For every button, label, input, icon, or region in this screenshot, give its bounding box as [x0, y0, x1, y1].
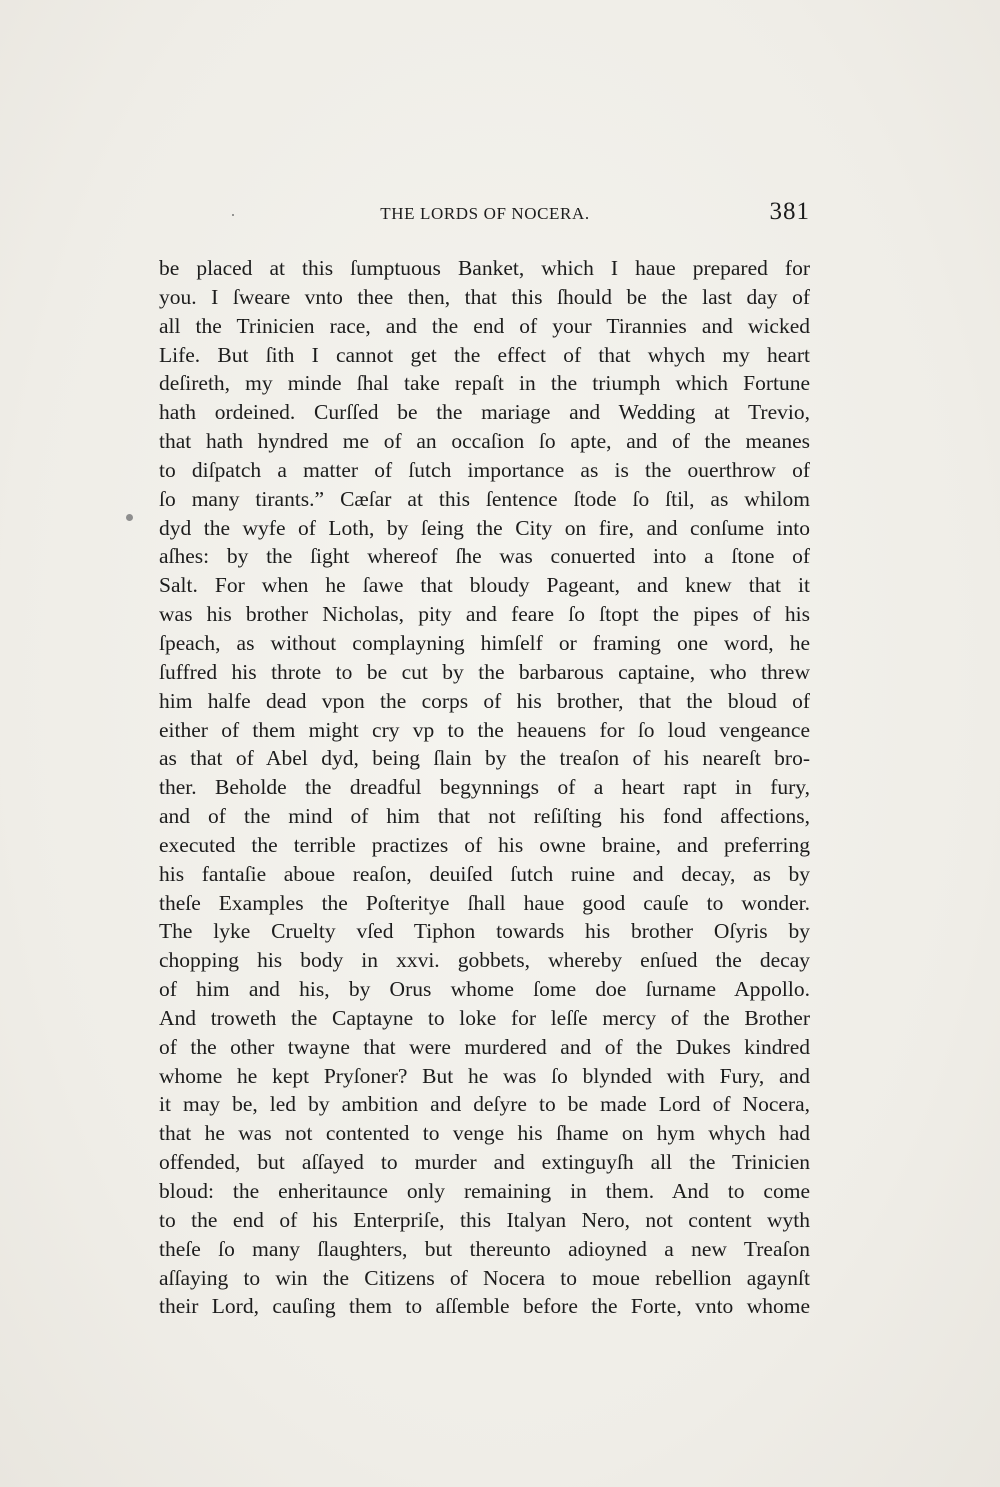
text-line: aſhes: by the ſight whereof ſhe was conuerted into a ſtone of [159, 544, 810, 569]
text-line: And troweth the Captayne to loke for leſſe mercy of the Brother [159, 1005, 810, 1030]
text-line: their Lord, cauſing them to aſſemble before the Forte, vnto whome [159, 1294, 810, 1319]
text-line: his fantaſie aboue reaſon, deuiſed ſutch ruine and decay, as by [159, 861, 810, 886]
page-number: 381 [769, 198, 810, 225]
text-line: as that of Abel dyd, being ſlain by the treaſon of his neareſt bro- [159, 746, 810, 771]
text-line: that hath hyndred me of an occaſion ſo apte, and of the meanes [159, 429, 810, 454]
text-line: bloud: the enheritaunce only remaining in them. And to come [159, 1179, 810, 1203]
margin-dot-mark [126, 514, 133, 521]
running-head [160, 198, 810, 232]
text-line: dyd the wyfe of Loth, by ſeing the City on fire, and conſume into [159, 515, 810, 540]
text-line: hath ordeined. Curſſed be the mariage and Wedding at Trevio, [159, 400, 810, 425]
text-line: theſe Examples the Poſteritye ſhall haue good cauſe to wonder. [159, 890, 810, 915]
text-line: chopping his body in xxvi. gobbets, whereby enſued the decay [159, 948, 810, 973]
text-line: be placed at this ſumptuous Banket, which I haue prepared for [159, 256, 810, 280]
text-line: you. I ſweare vnto thee then, that this ſhould be the last day of [159, 284, 810, 309]
text-line: Salt. For when he ſawe that bloudy Pageant, and knew that it [159, 573, 810, 598]
text-line: ſuffred his throte to be cut by the barbarous captaine, who threw [159, 659, 810, 684]
text-line: all the Trinicien race, and the end of your Tirannies and wicked [159, 313, 810, 338]
text-line: ther. Beholde the dreadful begynnings of a heart rapt in fury, [159, 775, 810, 800]
text-line: of the other twayne that were murdered and of the Dukes kindred [159, 1034, 810, 1059]
body-text [159, 254, 810, 1321]
text-line: aſſaying to win the Citizens of Nocera to moue rebellion agaynſt [159, 1265, 810, 1290]
text-line: to diſpatch a matter of ſutch importance as is the ouerthrow of [159, 457, 810, 482]
text-line: to the end of his Enterpriſe, this Italyan Nero, not content wyth [159, 1207, 810, 1232]
text-line: theſe ſo many ſlaughters, but thereunto adioyned a new Treaſon [159, 1236, 810, 1261]
text-line: The lyke Cruelty vſed Tiphon towards his brother Oſyris by [159, 919, 810, 944]
text-line: deſireth, my minde ſhal take repaſt in the triumph which Fortune [159, 371, 810, 396]
text-line: executed the terrible practizes of his owne braine, and preferring [159, 832, 810, 857]
text-line: offended, but aſſayed to murder and extinguyſh all the Trinicien [159, 1150, 810, 1175]
running-title: THE LORDS OF NOCERA. [380, 204, 590, 223]
text-line: of him and his, by Orus whome ſome doe ſurname Appollo. [159, 977, 810, 1002]
text-line: it may be, led by ambition and deſyre to be made Lord of Nocera, [159, 1092, 810, 1117]
text-line: whome he kept Pryſoner? But he was ſo blynded with Fury, and [159, 1063, 810, 1088]
text-line: was his brother Nicholas, pity and feare ſo ſtopt the pipes of his [159, 602, 810, 627]
text-line: Life. But ſith I cannot get the effect of that whych my heart [159, 342, 810, 367]
text-line: ſo many tirants.” Cæſar at this ſentence ſtode ſo ſtil, as whilom [159, 486, 810, 511]
text-line: either of them might cry vp to the heauens for ſo loud vengeance [159, 717, 810, 742]
text-line: and of the mind of him that not reſiſting his fond affections, [159, 804, 810, 829]
text-line: that he was not contented to venge his ſhame on hym whych had [159, 1121, 810, 1146]
text-line: him halfe dead vpon the corps of his brother, that the bloud of [159, 688, 810, 713]
text-line: ſpeach, as without complayning himſelf or framing one word, he [159, 630, 810, 655]
